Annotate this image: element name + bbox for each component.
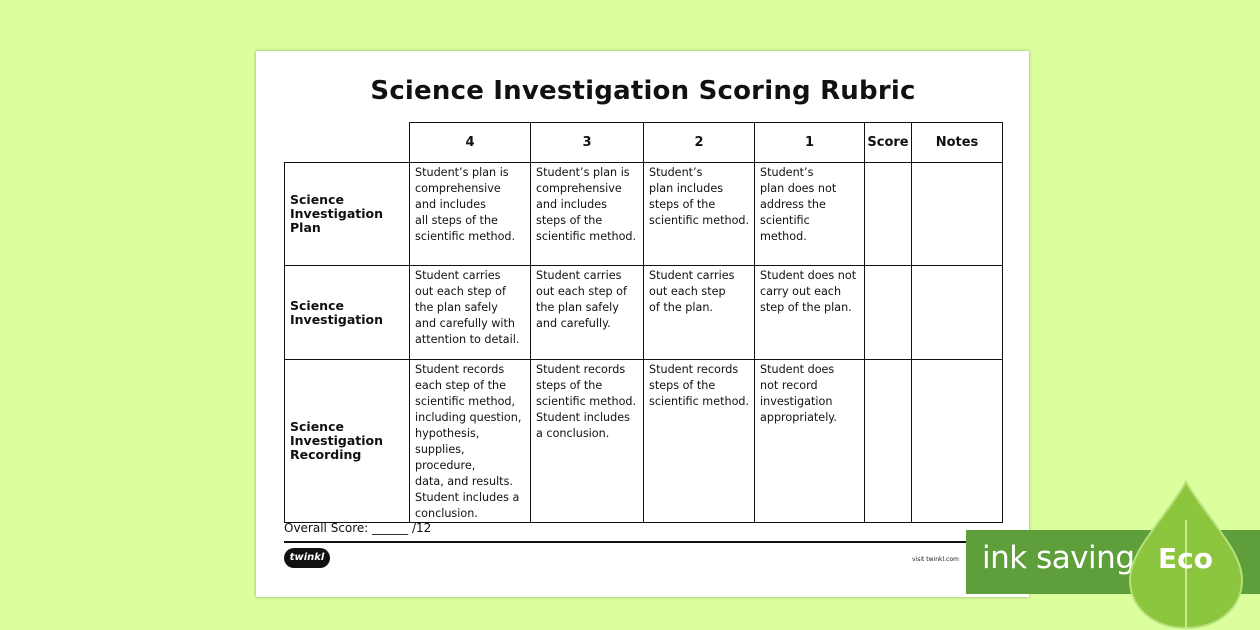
twinkl-logo: twinkl <box>284 548 330 568</box>
page-title: Science Investigation Scoring Rubric <box>370 76 916 106</box>
table-row <box>285 163 1003 266</box>
row-label-recording: Science Investigation Recording <box>285 360 410 523</box>
cell-plan-notes <box>912 163 1003 266</box>
header-level-1: 1 <box>755 123 865 163</box>
cell-recording-3: Student records steps of the scientific method. Student includes a conclusion. <box>531 360 644 523</box>
header-notes: Notes <box>912 123 1003 163</box>
cell-plan-score <box>865 163 912 266</box>
row-label-plan: Science Investigation Plan <box>285 163 410 266</box>
rubric-table <box>284 122 1003 523</box>
cell-plan-4: Student’s plan is comprehensive and includes all steps of the scientific method. <box>410 163 531 266</box>
header-row <box>285 123 1003 163</box>
cell-investigation-4: Student carries out each step of the plan safely and carefully with attention to detail. <box>410 266 531 360</box>
cell-recording-score <box>865 360 912 523</box>
visit-link-text: visit twinkl.com <box>912 556 959 563</box>
cell-plan-2: Student’s plan includes steps of the scientific method. <box>644 163 755 266</box>
cell-plan-1: Student’s plan does not address the scientific method. <box>755 163 865 266</box>
eco-label: Eco <box>1158 542 1213 575</box>
table-row <box>285 266 1003 360</box>
cell-recording-notes <box>912 360 1003 523</box>
cell-recording-2: Student records steps of the scientific method. <box>644 360 755 523</box>
row-label-investigation: Science Investigation <box>285 266 410 360</box>
cell-recording-4: Student records each step of the scientific method, including question, hypothesis, supplies, procedure, data, and results. Student includes a conclusion. <box>410 360 531 523</box>
cell-investigation-notes <box>912 266 1003 360</box>
table-row <box>285 360 1003 523</box>
header-level-2: 2 <box>644 123 755 163</box>
footer-divider <box>284 541 1002 543</box>
cell-investigation-2: Student carries out each step of the plan. <box>644 266 755 360</box>
ink-saving-label: ink saving <box>982 540 1135 576</box>
cell-investigation-1: Student does not carry out each step of the plan. <box>755 266 865 360</box>
cell-recording-1: Student does not record investigation appropriately. <box>755 360 865 523</box>
header-score: Score <box>865 123 912 163</box>
overall-score: Overall Score: ______ /12 <box>284 521 432 535</box>
header-level-3: 3 <box>531 123 644 163</box>
cell-plan-3: Student’s plan is comprehensive and includes steps of the scientific method. <box>531 163 644 266</box>
corner-cell <box>285 123 410 163</box>
cell-investigation-3: Student carries out each step of the plan safely and carefully. <box>531 266 644 360</box>
header-level-4: 4 <box>410 123 531 163</box>
cell-investigation-score <box>865 266 912 360</box>
